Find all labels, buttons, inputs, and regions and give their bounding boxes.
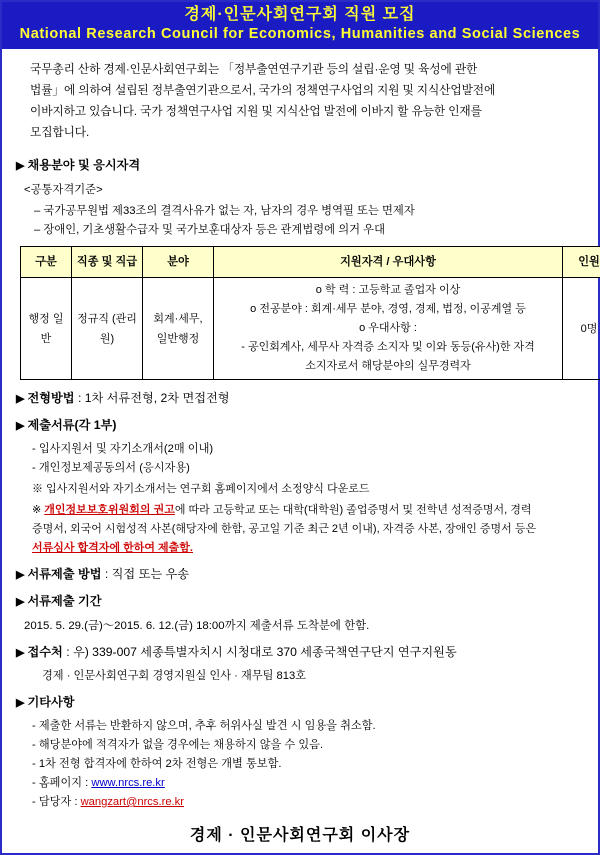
- submit-method-text: : 직접 또는 우송: [104, 567, 190, 581]
- method-text: : 1차 서류전형, 2차 면접전형: [77, 391, 230, 405]
- intro-line-2: 법률」에 의하여 설립된 정부출연기관으로서, 국가의 정책연구사업의 지원 및 지식산업발전에: [30, 84, 496, 97]
- triangle-bullet-icon: ▶: [16, 160, 25, 172]
- etc-contact: [32, 793, 584, 812]
- note-2-prefix: ※: [32, 504, 45, 516]
- section-heading-etc: [16, 692, 584, 713]
- homepage-label: - 홈페이지 :: [32, 777, 92, 789]
- note-2-line-3: 서류심사 합격자에 한하여 제출함.: [32, 542, 193, 554]
- triangle-bullet-icon: ▶: [16, 420, 25, 432]
- document-note-1: ※ 입사지원서와 자기소개서는 연구회 홈페이지에서 소정양식 다운로드: [32, 483, 370, 495]
- qualification-line-3: ο 우대사항 :: [359, 322, 417, 334]
- table-header-inwon: 인원: [563, 247, 600, 278]
- triangle-bullet-icon: ▶: [16, 596, 25, 608]
- intro-line-1: 국무총리 산하 경제·인문사회연구회는 「정부출연연구기관 등의 설립·운영 및 육성에 관한: [30, 63, 478, 76]
- section-heading-documents-label: 제출서류(각 1부): [27, 418, 117, 432]
- common-qualification-item-1: – 국가공무원법 제33조의 결격사유가 없는 자, 남자의 경우 병역필 또는 면제자: [34, 205, 415, 217]
- table-cell-inwon: 0명: [563, 278, 600, 380]
- table-cell-qualification: [214, 278, 563, 380]
- section-heading-submit-period: [16, 591, 584, 612]
- document-note-2: [32, 501, 584, 558]
- section-heading-recruit-field-label: 채용분야 및 응시자격: [27, 158, 141, 172]
- intro-line-3: 이바지하고 있습니다. 국가 정책연구사업 지원 및 지식산업 발전에 이바지 할 유능한 인재를: [30, 105, 482, 118]
- table-row: [21, 278, 600, 380]
- intro-line-4: 모집합니다.: [30, 126, 90, 139]
- reception-line-2: 경제 · 인문사회연구회 경영지원실 인사 · 재무팀 813호: [42, 670, 307, 682]
- section-heading-submit-method-label: 서류제출 방법: [27, 567, 102, 581]
- triangle-bullet-icon: ▶: [16, 569, 25, 581]
- qualification-line-4: - 공인회계사, 세무사 자격증 소지자 및 이와 동등(유사)한 자격: [241, 341, 535, 353]
- recruitment-table: [20, 246, 600, 380]
- submit-period-text: 2015. 5. 29.(금)～2015. 6. 12.(금) 18:00까지 제출서류 도착분에 한함.: [24, 620, 370, 632]
- note-2-emphasis: 개인정보보호위원회의 권고: [44, 504, 175, 516]
- signature-line: 경제 · 인문사회연구회 이사장: [189, 827, 411, 844]
- header-title-english: National Research Council for Economics, Humanities and Social Sciences: [19, 26, 581, 42]
- contact-email-link[interactable]: wangzart@nrcs.re.kr: [80, 796, 184, 808]
- section-heading-submit-method: [16, 564, 584, 585]
- section-heading-method: [16, 388, 584, 409]
- qualification-line-1: ο 학 력 : 고등학교 졸업자 이상: [315, 284, 461, 296]
- section-heading-reception: [16, 642, 584, 663]
- section-heading-method-label: 전형방법: [27, 391, 75, 405]
- triangle-bullet-icon: ▶: [16, 647, 25, 659]
- section-heading-recruit-field: [16, 155, 584, 176]
- contact-label: - 담당자 :: [32, 796, 81, 808]
- triangle-bullet-icon: ▶: [16, 393, 25, 405]
- table-header-qualification: 지원자격 / 우대사항: [214, 247, 563, 278]
- qualification-line-2: ο 전공분야 : 회계·세무 분야, 경영, 경제, 법정, 이공계열 등: [250, 303, 526, 315]
- intro-paragraph: [16, 59, 584, 143]
- etc-item-2: - 해당분야에 적격자가 없을 경우에는 채용하지 않을 수 있음.: [32, 739, 324, 751]
- document-header: [2, 2, 598, 49]
- table-cell-jikjong: 정규직 (관리원): [72, 278, 143, 380]
- etc-item-3: - 1차 전형 합격자에 한하여 2차 전형은 개별 통보함.: [32, 758, 282, 770]
- qualification-line-5: 소지자로서 해당분야의 실무경력자: [305, 360, 471, 372]
- section-heading-reception-label: 접수처: [27, 645, 63, 659]
- triangle-bullet-icon: ▶: [16, 697, 25, 709]
- document-item-2: - 개인정보제공동의서 (응시자용): [32, 462, 190, 474]
- note-2-line-2: 증명서, 외국어 시험성적 사본(해당자에 한함, 공고일 기준 최근 2년 이내), 자격증 사본, 장애인 증명서 등은: [32, 523, 537, 535]
- table-header-jikjong: 직종 및 직급: [72, 247, 143, 278]
- common-qualification-label: <공통자격기준>: [24, 184, 103, 196]
- document-item-1: - 입사지원서 및 자기소개서(2매 이내): [32, 443, 214, 455]
- table-header-row: [21, 247, 600, 278]
- common-qualification-item-2: – 장애인, 기초생활수급자 및 국가보훈대상자 등은 관계법령에 의거 우대: [34, 224, 386, 236]
- header-title-korean: 경제·인문사회연구회 직원 모집: [184, 6, 416, 23]
- table-cell-gubun: 행정 일반: [21, 278, 72, 380]
- note-2-rest: 에 따라 고등학교 또는 대학(대학원) 졸업증명서 및 전학년 성적증명서, 경력: [174, 504, 532, 516]
- reception-line-1: : 우) 339-007 세종특별자치시 시청대로 370 세종국책연구단지 연구지원동: [66, 645, 457, 659]
- table-cell-bunya: 회계·세무, 일반행정: [143, 278, 214, 380]
- section-heading-documents: [16, 415, 584, 436]
- etc-item-1: - 제출한 서류는 반환하지 않으며, 추후 허위사실 발견 시 임용을 취소함.: [32, 720, 376, 732]
- section-heading-etc-label: 기타사항: [27, 695, 75, 709]
- table-header-bunya: 분야: [143, 247, 214, 278]
- homepage-link[interactable]: www.nrcs.re.kr: [91, 777, 165, 789]
- table-header-gubun: 구분: [21, 247, 72, 278]
- section-heading-submit-period-label: 서류제출 기간: [27, 594, 102, 608]
- etc-homepage: [32, 774, 584, 793]
- document-body: [2, 49, 598, 852]
